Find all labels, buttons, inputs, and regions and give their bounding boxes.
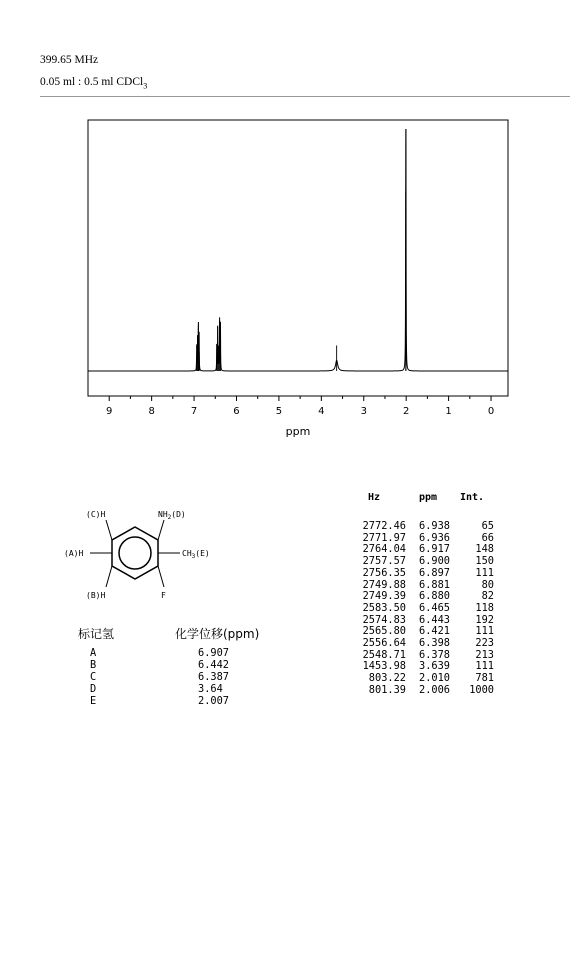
- assignment-row: [90, 647, 229, 659]
- spectrum-trace: [88, 130, 508, 372]
- assignment-shift-cell: 3.64: [198, 683, 223, 695]
- peak-ppm-cell: 6.880: [419, 590, 450, 603]
- assignment-shift-cell: 2.007: [198, 695, 229, 707]
- bond-nh2: [158, 520, 164, 540]
- peak-ppm-cell: 6.900: [419, 555, 450, 568]
- x-tick-label: 0: [487, 406, 495, 417]
- solvent-subscript: 3: [143, 81, 148, 91]
- x-tick-label: 6: [233, 406, 240, 417]
- peak-ppm-cell: 6.938: [419, 520, 450, 532]
- solvent-text: 0.05 ml : 0.5 ml CDCl: [40, 76, 144, 88]
- peak-int-cell: 223: [475, 637, 494, 650]
- bond-f: [158, 566, 164, 587]
- peak-int-cell: 150: [475, 555, 494, 568]
- peak-ppm-cell: 6.465: [419, 601, 450, 614]
- peak-int-cell: 192: [475, 613, 494, 626]
- peak-ppm-cell: 6.917: [419, 543, 450, 556]
- assignment-row: [90, 695, 229, 707]
- peak-ppm-cell: 3.639: [419, 660, 450, 673]
- peak-table-header-hz: Hz: [367, 492, 381, 503]
- peak-table-header-int: Int.: [459, 492, 485, 503]
- peak-ppm-cell: 2.010: [419, 672, 450, 685]
- peak-ppm-cell: 6.378: [419, 648, 450, 661]
- peak-hz-cell: 1453.98: [362, 660, 406, 673]
- x-tick-label: 9: [106, 406, 113, 417]
- peak-hz-cell: 2583.50: [362, 601, 406, 614]
- peak-hz-cell: 2764.04: [362, 543, 406, 556]
- assignment-shift-cell: 6.387: [198, 671, 229, 683]
- assignment-shift-cell: 6.907: [198, 647, 229, 659]
- peak-ppm-cell: 6.398: [419, 637, 450, 650]
- peak-hz-cell: 2749.88: [362, 578, 406, 591]
- peak-hz-cell: 2574.83: [362, 613, 406, 626]
- peak-table-row: [342, 638, 494, 650]
- atom-label-ch3: $CH_3(E)$: [182, 549, 210, 560]
- assignment-row: [90, 659, 229, 671]
- peak-ppm-cell: 6.881: [419, 578, 450, 591]
- peak-table-row: [342, 661, 494, 673]
- peak-table-header-ppm: ppm: [418, 492, 438, 503]
- peak-hz-cell: 2548.71: [362, 648, 406, 661]
- peak-int-cell: 118: [475, 601, 494, 614]
- peak-hz-cell: 2771.97: [362, 531, 406, 544]
- peak-int-cell: 111: [475, 625, 494, 638]
- assignment-label-cell: C: [90, 671, 97, 683]
- assignment-header-shift: 化学位移(ppm): [175, 627, 260, 641]
- assignment-table: [90, 647, 229, 707]
- x-tick-label: 2: [402, 406, 410, 417]
- atom-label-c: (C)H: [86, 510, 106, 519]
- spectrometer-frequency: 399.65 MHz: [40, 54, 99, 66]
- assignment-row: [90, 683, 229, 695]
- molecule-structure: [60, 505, 240, 620]
- peak-table: [342, 492, 494, 697]
- x-tick-label: 1: [445, 406, 452, 417]
- peak-int-cell: 111: [475, 566, 494, 579]
- bond-c: [106, 520, 112, 540]
- peak-table-row: [342, 568, 494, 580]
- peak-int-cell: 111: [475, 660, 494, 673]
- peak-int-cell: 66: [481, 531, 494, 544]
- peak-int-cell: 781: [475, 672, 494, 685]
- assignment-shift-cell: 6.442: [198, 659, 229, 671]
- peak-int-cell: 213: [475, 648, 494, 661]
- assignment-label-cell: D: [90, 683, 97, 695]
- assignment-row: [90, 671, 229, 683]
- peak-ppm-cell: 6.936: [419, 531, 450, 544]
- peak-table-row: [342, 685, 494, 697]
- atom-label-nh2: $NH_2(D)$: [158, 510, 186, 521]
- peak-table-row: [342, 521, 494, 533]
- peak-int-cell: 65: [481, 520, 494, 532]
- assignment-label-cell: B: [90, 659, 97, 671]
- peak-hz-cell: 2756.35: [362, 566, 406, 579]
- atom-label-b: (B)H: [86, 591, 106, 600]
- peak-int-cell: 1000: [469, 683, 494, 696]
- aromatic-circle: [119, 537, 151, 569]
- peak-int-cell: 82: [481, 590, 494, 603]
- peak-hz-cell: 2749.39: [362, 590, 406, 603]
- peak-hz-cell: 2565.80: [362, 625, 406, 638]
- peak-ppm-cell: 6.897: [419, 566, 450, 579]
- assignment-label-cell: E: [90, 695, 97, 707]
- bond-b: [106, 566, 112, 587]
- x-tick-label: 4: [318, 406, 325, 417]
- peak-hz-cell: 2757.57: [362, 555, 406, 568]
- peak-hz-cell: 801.39: [368, 683, 406, 696]
- peak-int-cell: 80: [481, 578, 494, 591]
- x-tick-label: 5: [275, 406, 283, 417]
- peak-hz-cell: 2556.64: [362, 637, 406, 650]
- peak-hz-cell: 2772.46: [362, 520, 406, 532]
- x-axis-label: ppm: [285, 425, 311, 438]
- peak-ppm-cell: 6.421: [419, 625, 450, 638]
- assignment-label-cell: A: [90, 647, 97, 659]
- x-tick-label: 8: [148, 406, 155, 417]
- atom-label-f: F: [161, 591, 166, 600]
- peak-table-row: [342, 603, 494, 615]
- atom-label-a: (A)H: [64, 549, 84, 558]
- assignment-header-label: 标记氢: [78, 627, 115, 641]
- plot-frame: [88, 120, 508, 396]
- peak-int-cell: 148: [475, 543, 494, 556]
- peak-ppm-cell: 2.006: [419, 683, 450, 696]
- x-tick-label: 7: [190, 406, 198, 417]
- peak-ppm-cell: 6.443: [419, 613, 450, 626]
- x-tick-label: 3: [360, 406, 367, 417]
- peak-hz-cell: 803.22: [368, 672, 406, 685]
- nmr-spectrum-chart: [0, 0, 570, 450]
